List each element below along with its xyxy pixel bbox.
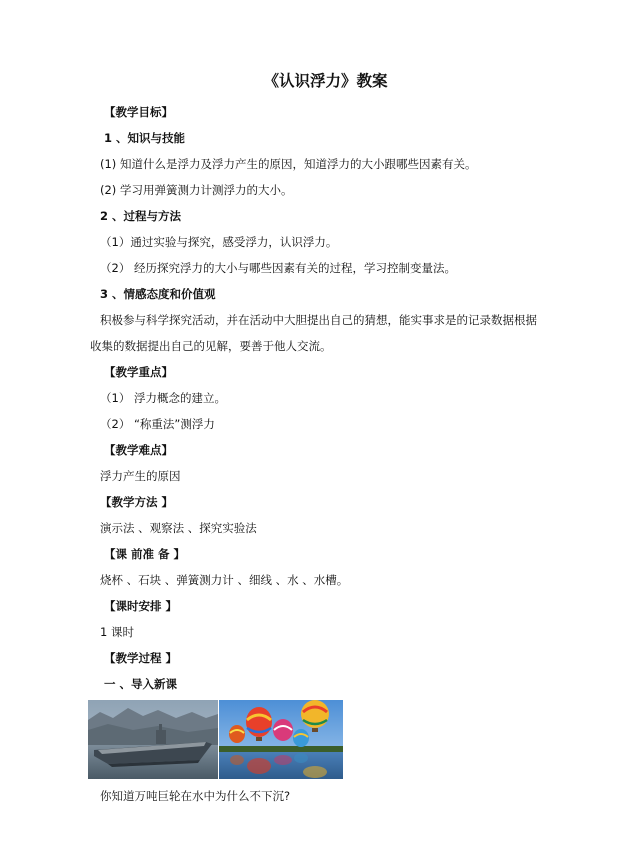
goal1-item2: (2) 学习用弹簧测力计测浮力的大小。	[100, 183, 293, 197]
goal2-item2: （2） 经历探究浮力的大小与哪些因素有关的过程，学习控制变量法。	[100, 261, 456, 275]
section-heading-key-points: 【教学重点】	[104, 365, 173, 379]
process-heading-introduction: 一 、导入新课	[104, 677, 178, 691]
section-heading-process: 【教学过程 】	[104, 651, 178, 665]
introduction-question: 你知道万吨巨轮在水中为什么不下沉?	[100, 789, 291, 803]
goal3-paragraph-line1: 积极参与科学探究活动，并在活动中大胆提出自己的猜想，能实事求是的记录数据根据	[100, 313, 537, 327]
schedule-text: 1 课时	[100, 625, 134, 639]
goal3-paragraph-line2: 收集的数据提出自己的见解，要善于他人交流。	[90, 339, 332, 353]
section-heading-preparation: 【课 前准 备 】	[104, 547, 186, 561]
preparation-text: 烧杯 、石块 、弹簧测力计 、细线 、水 、水槽。	[100, 573, 349, 587]
methods-text: 演示法 、观察法 、探究实验法	[100, 521, 257, 535]
hot-air-balloons-photo	[219, 700, 343, 779]
goal1-heading: 1 、知识与技能	[104, 131, 186, 145]
difficulty-text: 浮力产生的原因	[100, 469, 181, 483]
section-heading-methods: 【教学方法 】	[100, 495, 174, 509]
section-heading-schedule: 【课时安排 】	[104, 599, 178, 613]
aircraft-carrier-photo	[88, 700, 218, 779]
goal2-item1: （1）通过实验与探究，感受浮力，认识浮力。	[100, 235, 338, 249]
document-title: 《认识浮力》教案	[263, 72, 388, 90]
goal3-heading: 3 、情感态度和价值观	[100, 287, 216, 301]
key-point-item1: （1） 浮力概念的建立。	[100, 391, 226, 405]
section-heading-difficulties: 【教学难点】	[104, 443, 173, 457]
goal1-item1: (1) 知道什么是浮力及浮力产生的原因，知道浮力的大小跟哪些因素有关。	[100, 157, 477, 171]
goal2-heading: 2 、过程与方法	[100, 209, 182, 223]
section-heading-goals: 【教学目标】	[104, 105, 173, 119]
key-point-item2: （2） “称重法”测浮力	[100, 417, 215, 431]
